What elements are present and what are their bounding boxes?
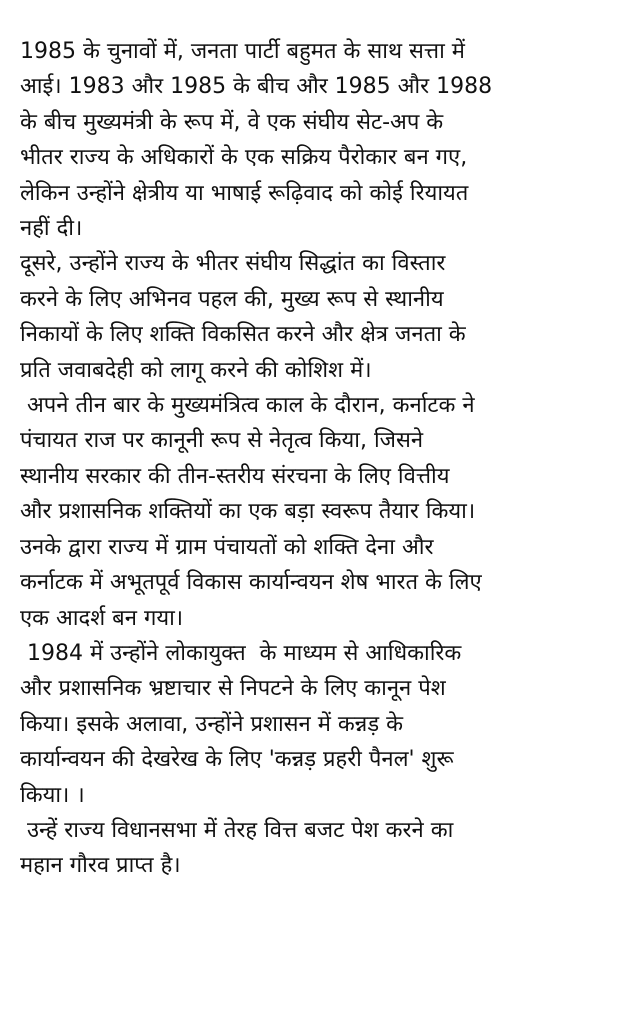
text-line: दूसरे, उन्होंने राज्य के भीतर संघीय सिद्धांत का विस्तार [20,251,446,277]
text-line: लेकिन उन्होंने क्षेत्रीय या भाषाई रूढ़िवाद को कोई रियायत [20,180,469,206]
text-line: 1985 के चुनावों में, जनता पार्टी बहुमत के साथ सत्ता में [20,39,465,64]
document-text [20,34,622,884]
text-line: निकायों के लिए शक्ति विकसित करने और क्षेत्र जनता के [20,322,466,348]
text-line: कर्नाटक में अभूतपूर्व विकास कार्यान्वयन शेष भारत के लिए [20,570,482,596]
text-line: 1984 में उन्होंने लोकायुक्त के माध्यम से आधिकारिक [20,640,462,666]
text-line: पंचायत राज पर कानूनी रूप से नेतृत्व किया, जिसने [20,428,424,454]
text-line: आई। 1983 और 1985 के बीच और 1985 और 1988 [20,74,493,100]
text-line: के बीच मुख्यमंत्री के रूप में, वे एक संघीय सेट-अप के [20,109,444,135]
text-line: उनके द्वारा राज्य में ग्राम पंचायतों को शक्ति देना और [20,534,434,560]
text-line: नहीं दी। [20,216,83,242]
text-line: प्रति जवाबदेही को लागू करने की कोशिश में। [20,357,372,383]
text-line: स्थानीय सरकार की तीन-स्तरीय संरचना के लिए वित्तीय [20,463,450,489]
text-line: उन्हें राज्य विधानसभा में तेरह वित्त बजट पेश करने का [20,817,454,843]
text-line: कार्यान्वयन की देखरेख के लिए 'कन्नड़ प्रहरी पैनल' शुरू [20,747,454,773]
text-line: एक आदर्श बन गया। [20,605,184,631]
text-line: किया। । [20,782,85,808]
text-line: और प्रशासनिक भ्रष्टाचार से निपटने के लिए कानून पेश [20,676,446,702]
text-line: महान गौरव प्राप्त है। [20,853,181,879]
text-line: किया। इसके अलावा, उन्होंने प्रशासन में कन्नड़ के [20,711,403,737]
text-line: अपने तीन बार के मुख्यमंत्रित्व काल के दौरान, कर्नाटक ने [20,393,475,419]
text-line: और प्रशासनिक शक्तियों का एक बड़ा स्वरूप तैयार किया। [20,499,476,525]
text-line: करने के लिए अभिनव पहल की, मुख्य रूप से स्थानीय [20,286,444,312]
text-line: भीतर राज्य के अधिकारों के एक सक्रिय पैरोकार बन गए, [20,145,468,171]
